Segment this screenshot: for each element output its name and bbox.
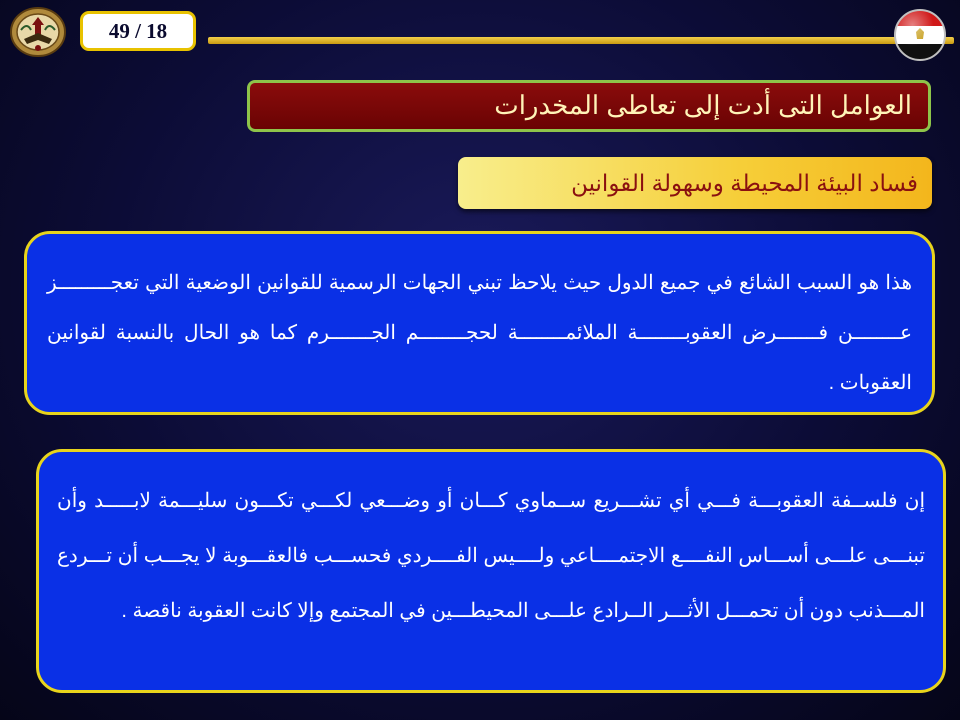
- content-card-1: [24, 231, 935, 415]
- paragraph-1: هذا هو السبب الشائع في جميع الدول حيث يلاحظ تبني الجهات الرسمية للقوانين الوضعية التي تعجـــــــــز عــــــــن فـــــــرض العقوبــــــــة الملائمــــــــة لحجــــــــم الجـــــــرم كما هو الحال بالنسبة لقوانين العقوبات .: [47, 272, 912, 394]
- military-crest-icon: [9, 6, 67, 58]
- paragraph-2: إن فلســفة العقوبـــة فـــي أي تشـــريع ســماوي كـــان أو وضـــعي لكـــي تكـــون سليـــمة لابـــــد وأن تبنـــى علـــى أســـاس النفــــع الاجتمــــاعي ولــــيس الفــــردي فحســـب فالعقـــوبة لا يجـــب أن تـــردع المـــذنب دون أن تحمـــل الأثـــر الــرادع علـــى المحيطـــين في المجتمع وإلا كانت العقوبة ناقصة .: [57, 490, 925, 622]
- content-card-2: [36, 449, 946, 693]
- slide-title: العوامل التى أدت إلى تعاطى المخدرات: [247, 80, 931, 132]
- page-counter: 49 / 18: [80, 11, 196, 51]
- egypt-flag-icon: [893, 8, 947, 62]
- header-divider: [208, 37, 954, 44]
- slide-subtitle: فساد البيئة المحيطة وسهولة القوانين: [458, 157, 932, 209]
